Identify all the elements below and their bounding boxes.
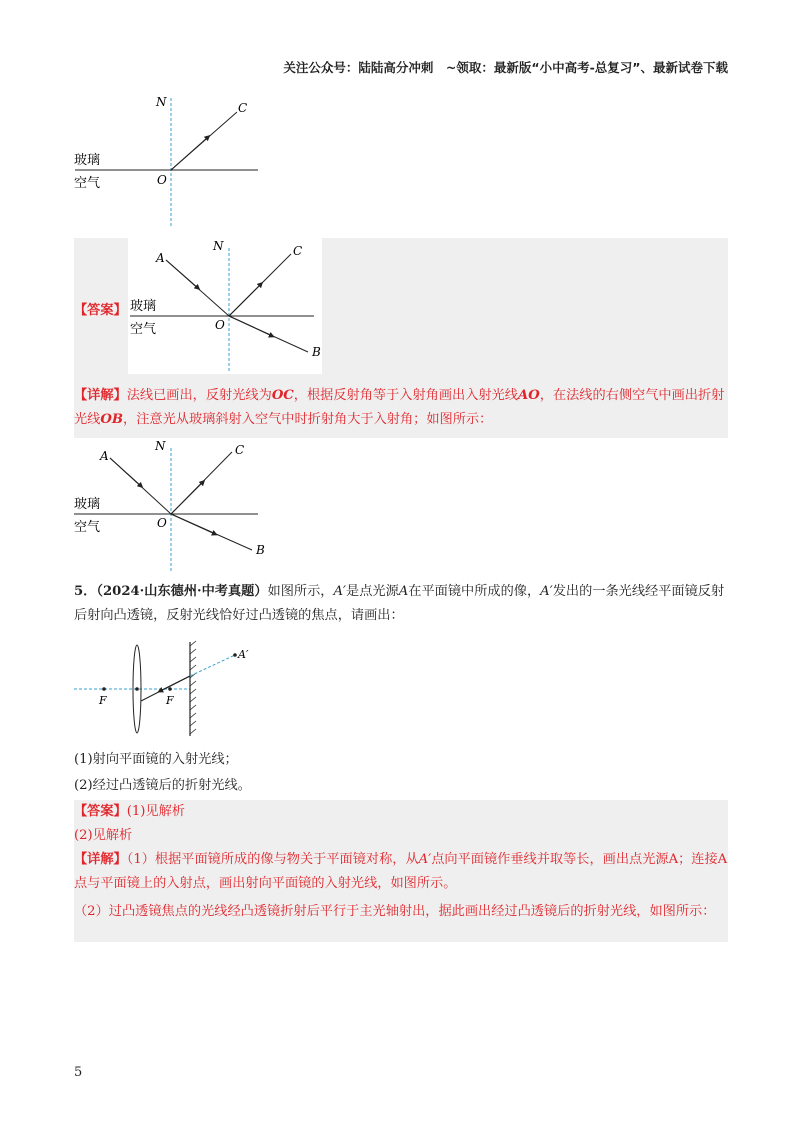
svg-text:A: A [100,449,109,463]
answer-2-detail-2: （2）过凸透镜焦点的光线经凸透镜折射后平行于主光轴射出，据此画出经过凸透镜后的折射光线，如图所示： [74,904,716,919]
diagram-reflection-question [70,90,270,230]
svg-text:空气: 空气 [74,520,101,535]
answer-detail-1: 【详解】法线已画出，反射光线为OC，根据反射角等于入射角画出入射光线AO，在法线的右侧空气中画出折射光线OB，注意光从玻璃斜射入空气中时折射角大于入射角；如图所示： [74,388,725,427]
answer-2-line2: (2)见解析 [74,828,133,843]
svg-text:B: B [312,345,321,359]
answer-tag-1: 【答案】 [74,303,127,318]
answer-2-detail: 【详解】（1）根据平面镜所成的像与物关于平面镜对称，从A′点向平面镜作垂线并取等长，画出点光源A；连接A点与平面镜上的入射点，画出射向平面镜的入射光线，如图所示。 [74,852,728,891]
page-number: 5 [74,1065,83,1080]
diagram-answer-1 [128,238,322,374]
label-glass: 玻璃 [74,153,101,168]
svg-text:O: O [215,318,225,332]
svg-text:F: F [166,694,174,707]
svg-text:B: B [256,543,265,557]
svg-text:C: C [293,244,303,258]
label-air: 空气 [74,176,101,191]
svg-text:A: A [156,251,165,265]
label-C: C [238,101,248,115]
svg-text:空气: 空气 [130,322,157,337]
question-5-sub2: (2)经过凸透镜后的折射光线。 [74,778,251,793]
diagram-answer-1-repeat [70,438,268,574]
svg-text:玻璃: 玻璃 [74,497,101,512]
svg-text:N: N [213,239,224,253]
svg-text:A′: A′ [238,648,249,661]
svg-text:玻璃: 玻璃 [130,299,157,314]
svg-text:F: F [99,694,107,707]
page-header: 关注公众号：陆陆高分冲刺 ~领取：最新版“小中高考-总复习”、最新试卷下载 [283,60,728,75]
label-O: O [157,173,167,187]
svg-text:O: O [157,516,167,530]
answer-2-line1: 【答案】(1)见解析 [74,804,185,819]
diagram-lens-mirror [70,634,280,742]
svg-text:N: N [155,439,166,453]
question-5-sub1: (1)射向平面镜的入射光线； [74,752,238,767]
virtual-ray [190,655,235,676]
label-N: N [156,95,167,109]
svg-text:C: C [235,443,245,457]
question-5-text: 5．（2024·山东德州·中考真题）如图所示，A′是点光源A在平面镜中所成的像，A′发出的一条光线经平面镜反射后射向凸透镜，反射光线恰好过凸透镜的焦点，请画出： [74,584,725,623]
